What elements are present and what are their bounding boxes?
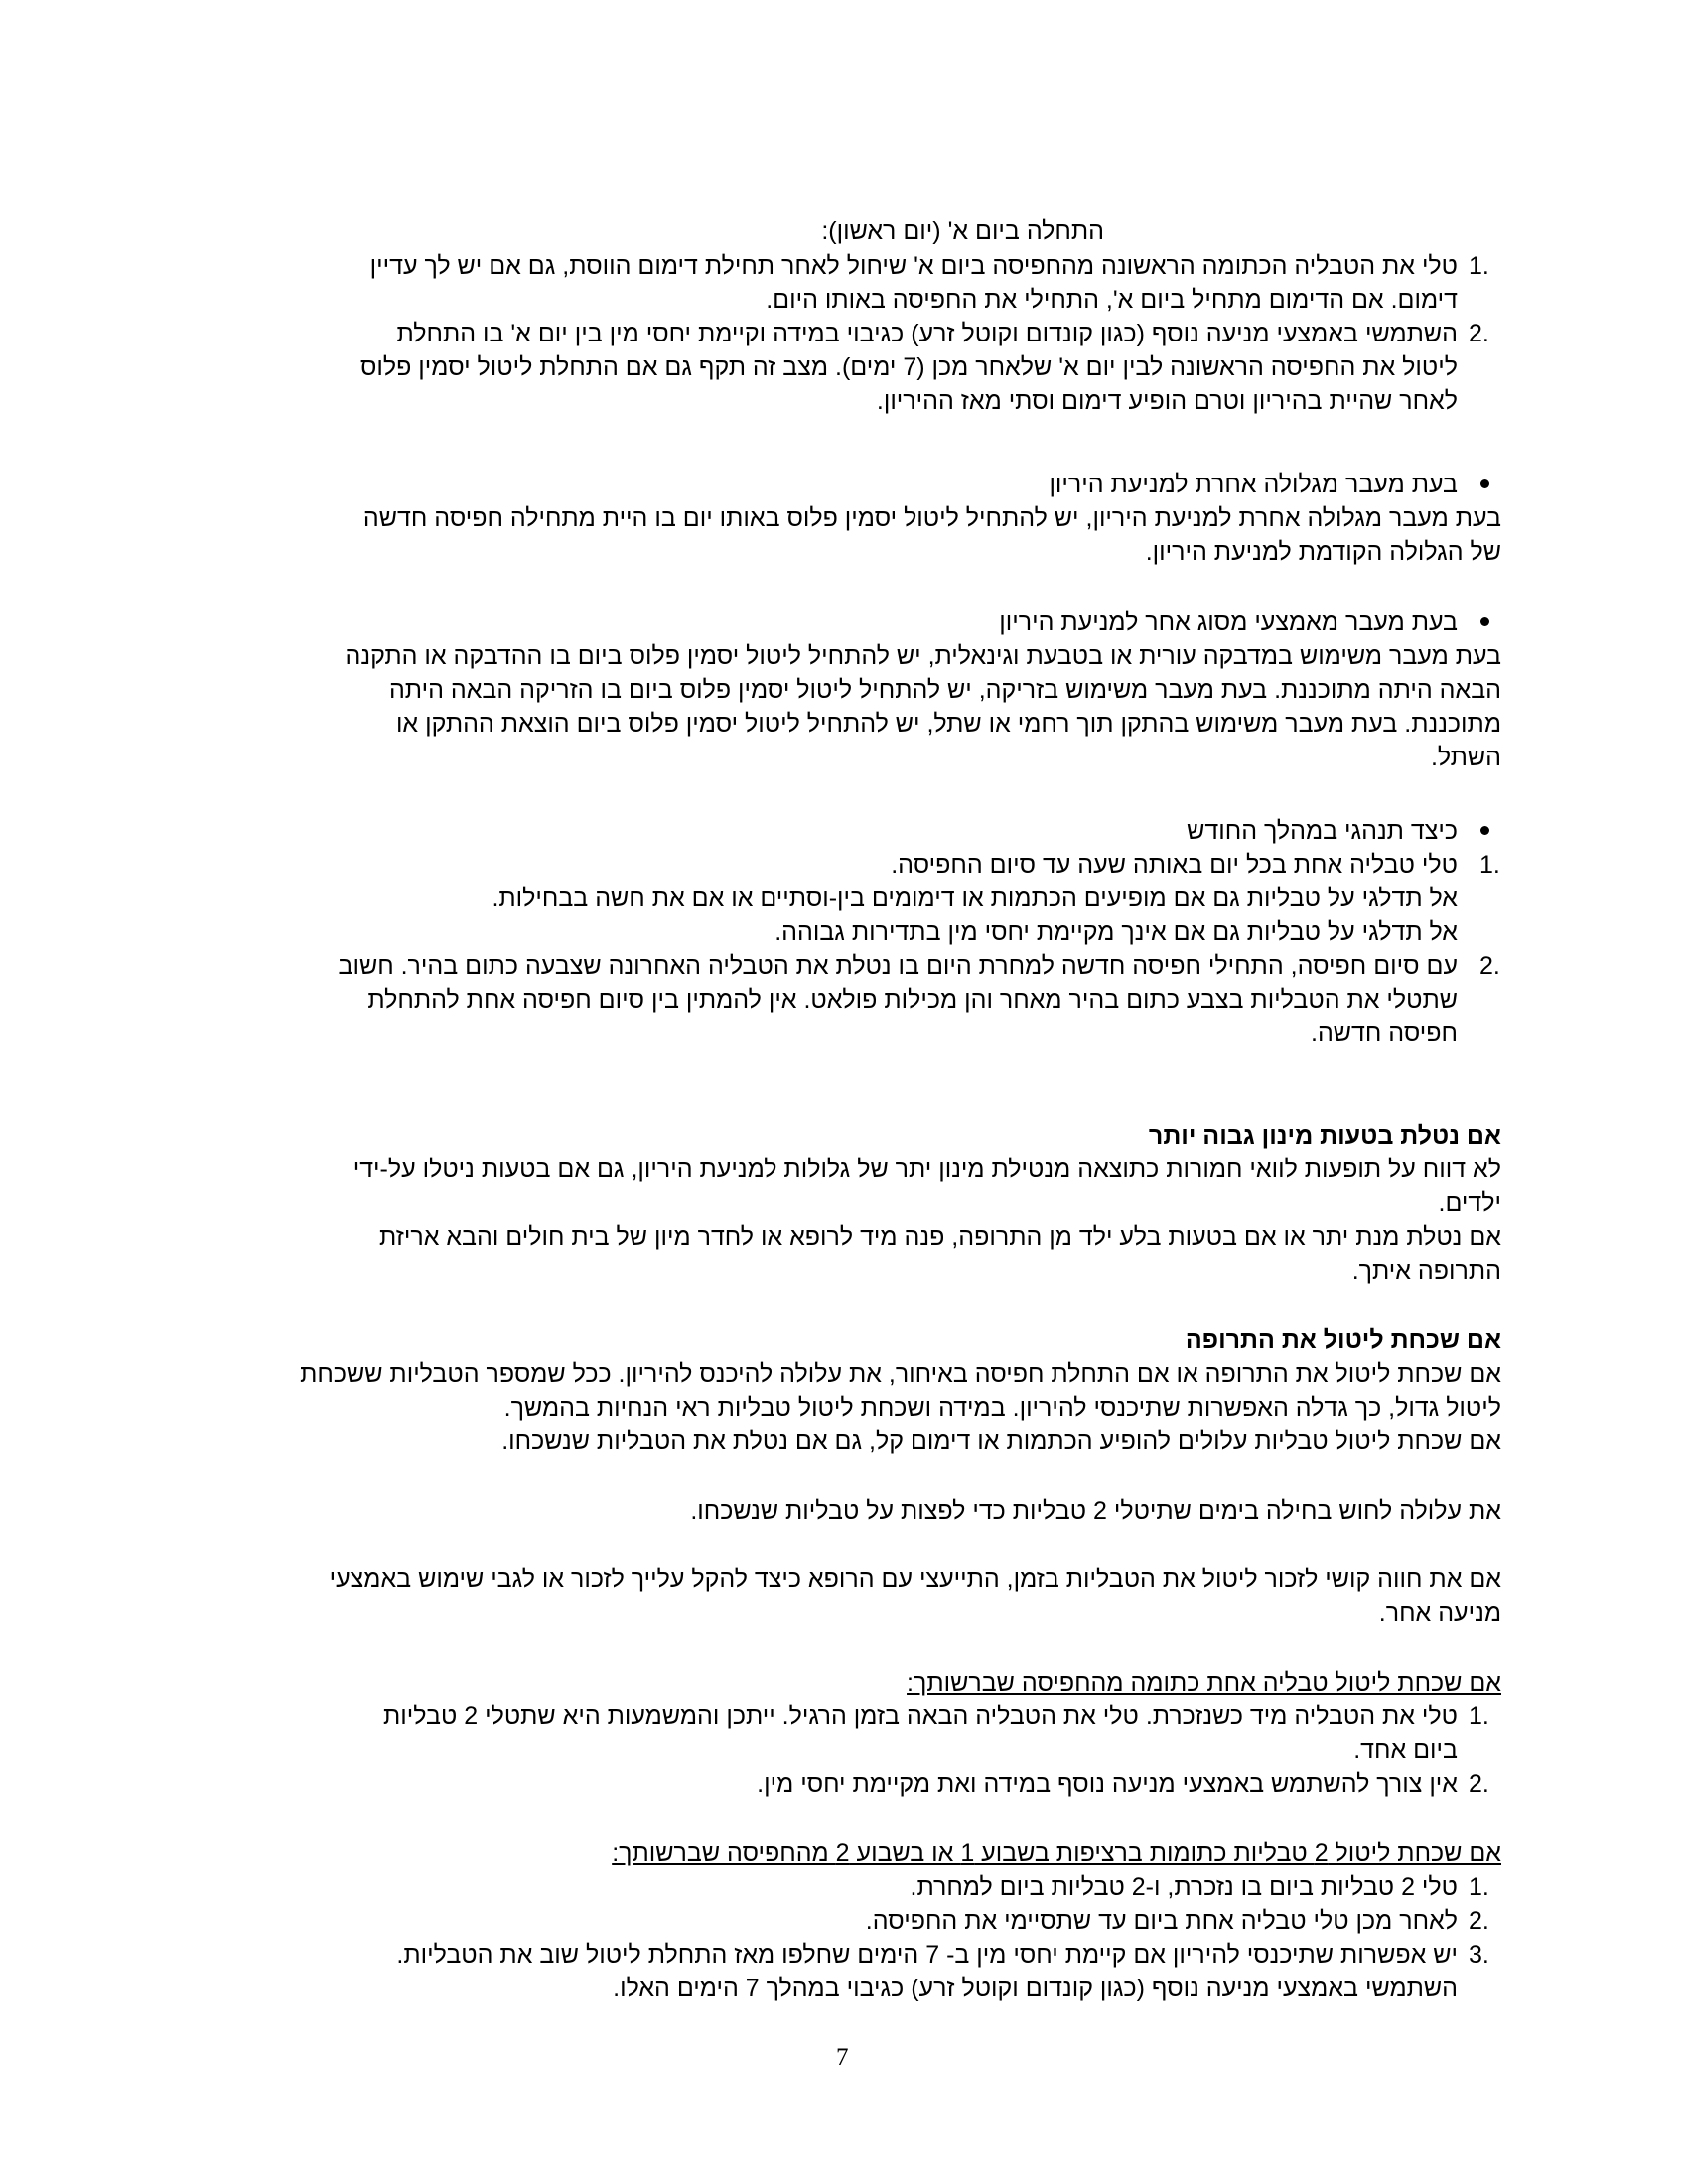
list-item-line: לאחר שהיית בהיריון וטרם הופיע דימום וסתי מאז ההיריון. (876, 387, 1458, 415)
bullet-title: כיצד תנהגי במהלך החודש (1187, 817, 1458, 845)
forgot-one-heading: אם שכחת ליטול טבליה אחת כתומה מהחפיסה שברשותך: (907, 1669, 1501, 1697)
list-item-line: שתטלי את הטבליות בצבע כתום בהיר מאחר והן מכילות פולאט. אין להמתין בין סיום חפיסה אחת להתחלת (367, 986, 1458, 1014)
paragraph-line: ליטול גדול, כך גדלה האפשרות שתיכנסי להיריון. במידה ושכחת ליטול טבליות ראי הנחיות בהמשך. (503, 1394, 1501, 1422)
page-number: 7 (836, 2044, 849, 2071)
paragraph-line: השתל. (1430, 744, 1501, 771)
paragraph-line: את עלולה לחוש בחילה בימים שתיטלי 2 טבליות כדי לפצות על טבליות שנשכחו. (690, 1497, 1501, 1525)
paragraph-line: של הגלולה הקודמת למניעת היריון. (1145, 538, 1501, 566)
paragraph-line: אם נטלת מנת יתר או אם בטעות בלע ילד מן התרופה, פנה מיד לרופא או לחדר מיון של בית חולים והבא אריזת (379, 1223, 1501, 1251)
list-number: 2. (1469, 1907, 1489, 1935)
list-item-line: דימום. אם הדימום מתחיל ביום א', התחילי את החפיסה באותו היום. (766, 286, 1458, 314)
list-item-line: אל תדלגי על טבליות גם אם מופיעים הכתמות או דימומים בין-וסתיים או אם את חשה בבחילות. (492, 885, 1458, 912)
list-number: 1. (1469, 1703, 1489, 1730)
overdose-heading: אם נטלת בטעות מינון גבוה יותר (1148, 1122, 1501, 1150)
list-number: 1. (1479, 851, 1500, 879)
paragraph-line: אם שכחת ליטול טבליות עלולים להופיע הכתמות או דימום קל, גם אם נטלת את הטבליות שנשכחו. (501, 1428, 1501, 1455)
list-item-line: טלי טבליה אחת בכל יום באותה שעה עד סיום החפיסה. (891, 851, 1458, 879)
bullet-icon (1480, 479, 1489, 488)
list-number: 2. (1469, 320, 1489, 347)
list-item-line: טלי 2 טבליות ביום בו נזכרת, ו-2 טבליות ביום למחרת. (910, 1873, 1458, 1901)
list-number: 2. (1469, 1770, 1489, 1798)
paragraph-line: בעת מעבר משימוש במדבקה עורית או בטבעת וגינאלית, יש להתחיל ליטול יסמין פלוס ביום בו ההדבקה או התקנה (345, 642, 1501, 670)
list-item-line: השתמשי באמצעי מניעה נוסף (כגון קונדום וקוטל זרע) כגיבוי במידה וקיימת יחסי מין בין יום א' בו התחלת (396, 320, 1458, 347)
list-item-line: ליטול את החפיסה הראשונה לבין יום א' שלאחר מכן (7 ימים). מצב זה תקף גם אם התחלת ליטול יסמין פלוס (359, 353, 1458, 381)
forgot-heading: אם שכחת ליטול את התרופה (1185, 1326, 1501, 1354)
bullet-icon (1480, 826, 1489, 835)
paragraph-line: לא דווח על תופעות לוואי חמורות כתוצאה מנטילת מינון יתר של גלולות למניעת היריון, גם אם בטעות ניטלו על-ידי (352, 1156, 1501, 1183)
paragraph-line: מתוכננת. בעת מעבר משימוש בהתקן תוך רחמי או שתל, יש להתחיל ליטול יסמין פלוס ביום הוצאת ההתקן או (395, 710, 1501, 738)
list-number: 3. (1469, 1941, 1489, 1969)
list-item-line: טלי את הטבליה הכתומה הראשונה מהחפיסה ביום א' שיחול לאחר תחילת דימום הווסת, גם אם יש לך עדיין (369, 252, 1458, 280)
list-item-line: חפיסה חדשה. (1311, 1020, 1458, 1047)
paragraph-line: אם את חווה קושי לזכור ליטול את הטבליות בזמן, התייעצי עם הרופא כיצד להקל עלייך לזכור או לגבי שימוש באמצעי (329, 1566, 1501, 1593)
list-item-line: טלי את הטבליה מיד כשנזכרת. טלי את הטבליה הבאה בזמן הרגיל. ייתכן והמשמעות היא שתטלי 2 טבליות (383, 1703, 1458, 1730)
list-number: 1. (1469, 1873, 1489, 1901)
bullet-title: בעת מעבר מגלולה אחרת למניעת היריון (1049, 471, 1458, 498)
paragraph-line: התרופה איתך. (1351, 1257, 1501, 1285)
paragraph-line: מניעה אחר. (1378, 1599, 1501, 1627)
list-item-line: עם סיום חפיסה, התחילי חפיסה חדשה למחרת היום בו נטלת את הטבליה האחרונה שצבעה כתום בהיר. חשוב (338, 952, 1458, 980)
list-number: 1. (1469, 252, 1489, 280)
start-day-a-intro: התחלה ביום א' (יום ראשון): (821, 217, 1104, 245)
paragraph-line: אם שכחת ליטול את התרופה או אם התחלת חפיסה באיחור, את עלולה להיכנס להיריון. ככל שמספר הטבליות ששכחת (300, 1360, 1501, 1388)
list-item-line: ביום אחד. (1353, 1736, 1458, 1764)
paragraph-line: בעת מעבר מגלולה אחרת למניעת היריון, יש להתחיל ליטול יסמין פלוס באותו יום בו היית מתחילה חפיסה חדשה (362, 504, 1501, 532)
paragraph-line: ילדים. (1438, 1189, 1501, 1217)
list-item-line: השתמשי באמצעי מניעה נוסף (כגון קונדום וקוטל זרע) כגיבוי במהלך 7 הימים האלו. (613, 1975, 1458, 2002)
list-item-line: לאחר מכן טלי טבליה אחת ביום עד שתסיימי את החפיסה. (865, 1907, 1458, 1935)
bullet-icon (1480, 617, 1489, 626)
bullet-title: בעת מעבר מאמצעי מסוג אחר למניעת היריון (999, 609, 1458, 636)
paragraph-line: הבאה היתה מתוכננת. בעת מעבר משימוש בזריקה, יש להתחיל ליטול יסמין פלוס ביום בו הזריקה הבאה היתה (388, 676, 1501, 704)
list-item-line: אין צורך להשתמש באמצעי מניעה נוסף במידה ואת מקיימת יחסי מין. (757, 1770, 1458, 1798)
list-item-line: אל תדלגי על טבליות גם אם אינך מקיימת יחסי מין בתדירות גבוהה. (774, 918, 1458, 946)
list-item-line: יש אפשרות שתיכנסי להיריון אם קיימת יחסי מין ב- 7 הימים שחלפו מאז התחלת ליטול שוב את הטבליות. (396, 1941, 1458, 1969)
forgot-two-heading: אם שכחת ליטול 2 טבליות כתומות ברציפות בשבוע 1 או בשבוע 2 מהחפיסה שברשותך: (612, 1840, 1501, 1867)
list-number: 2. (1479, 952, 1500, 980)
